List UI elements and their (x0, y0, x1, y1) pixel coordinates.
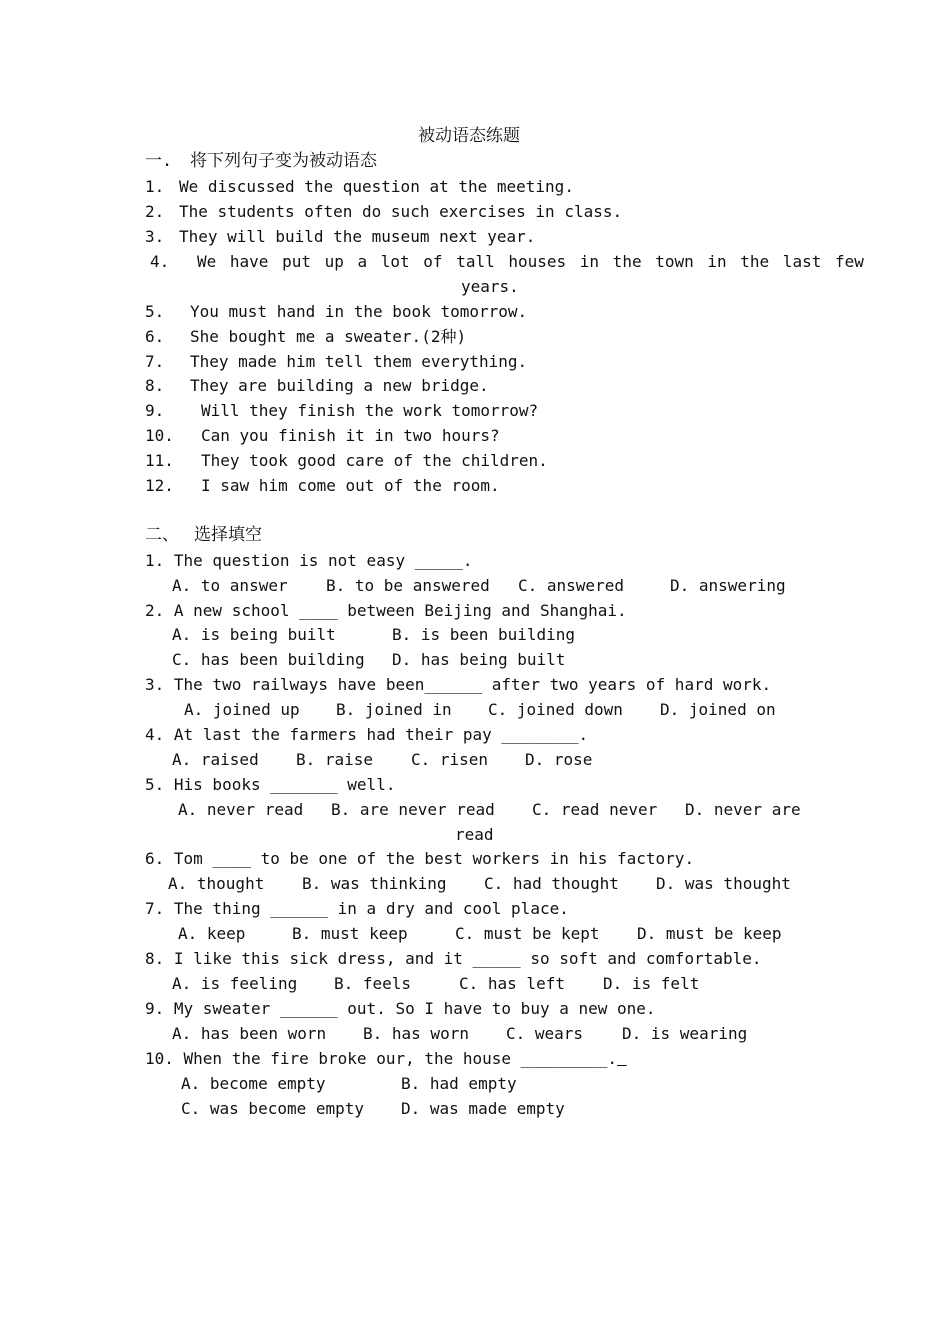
question-text: 7. The thing ______ in a dry and cool place. (145, 899, 569, 918)
option: B. feels (334, 974, 412, 993)
option: A. to answer (172, 576, 288, 595)
s1-item-num: 3. (145, 227, 165, 246)
option: C. has left (459, 974, 565, 993)
section2-heading: 选择填空 (194, 525, 262, 545)
s1-item-text: They took good care of the children. (201, 451, 548, 470)
question-text: 2. A new school ____ between Beijing and Shanghai. (145, 601, 627, 620)
option: D. rose (525, 750, 593, 769)
s1-item-text: We discussed the question at the meeting. (179, 177, 574, 196)
option-continuation: read (455, 825, 494, 844)
section2-number: 二、 (145, 525, 179, 545)
s1-item-num: 10. (145, 426, 174, 445)
option: D. is wearing (622, 1024, 748, 1043)
s1-item-text: They will build the museum next year. (179, 227, 536, 246)
s1-item-text: They made him tell them everything. (190, 352, 528, 371)
option: C. wears (506, 1024, 584, 1043)
option: B. has worn (363, 1024, 469, 1043)
s1-item-num: 1. (145, 177, 165, 196)
option: B. to be answered (326, 576, 490, 595)
s1-item-num: 12. (145, 476, 174, 495)
option: D. answering (670, 576, 786, 595)
option: D. has being built (392, 650, 566, 669)
option: B. raise (296, 750, 374, 769)
option: A. keep (178, 924, 246, 943)
s1-item-text: The students often do such exercises in class. (179, 202, 623, 221)
option: D. was made empty (401, 1099, 565, 1118)
option: A. thought (168, 874, 265, 893)
section1-number: 一. (145, 151, 173, 171)
option: C. had thought (484, 874, 619, 893)
s1-item-num: 8. (145, 376, 165, 395)
s1-item-num: 7. (145, 352, 165, 371)
s1-item-text: Will they finish the work tomorrow? (201, 401, 539, 420)
option: C. risen (411, 750, 489, 769)
option: C. joined down (488, 700, 623, 719)
s1-item-text: We have put up a lot of tall houses in the town in the last few (197, 252, 864, 271)
question-text: 9. My sweater ______ out. So I have to buy a new one. (145, 999, 656, 1018)
question-text: 8. I like this sick dress, and it _____ so soft and comfortable. (145, 949, 762, 968)
option: A. never read (178, 800, 304, 819)
question-text: 4. At last the farmers had their pay ________. (145, 725, 589, 744)
section1-heading: 将下列句子变为被动语态 (190, 151, 377, 171)
s1-item-num: 5. (145, 302, 165, 321)
s1-item-num: 6. (145, 327, 165, 346)
option: D. is felt (603, 974, 700, 993)
option: A. is feeling (172, 974, 298, 993)
question-text-main: 10. When the fire broke our, the house _________. (145, 1049, 618, 1068)
option: B. must keep (292, 924, 408, 943)
s1-item-text: She bought me a sweater.(2种) (190, 327, 467, 346)
s1-item-text: You must hand in the book tomorrow. (190, 302, 528, 321)
s1-item-continuation: years. (461, 277, 519, 296)
s1-item-num: 9. (145, 401, 165, 420)
option: C. was become empty (181, 1099, 365, 1118)
s1-item-num: 4. (150, 252, 170, 271)
question-text: 6. Tom ____ to be one of the best workers in his factory. (145, 849, 695, 868)
s1-item-text: They are building a new bridge. (190, 376, 489, 395)
option: D. was thought (656, 874, 791, 893)
option: B. had empty (401, 1074, 517, 1093)
option: C. read never (532, 800, 658, 819)
option: A. become empty (181, 1074, 326, 1093)
option: A. joined up (184, 700, 300, 719)
option: B. are never read (331, 800, 495, 819)
question-text: 5. His books _______ well. (145, 775, 396, 794)
document-title: 被动语态练题 (418, 126, 520, 146)
option: D. must be keep (637, 924, 782, 943)
s1-item-text: I saw him come out of the room. (201, 476, 500, 495)
s1-item-num: 11. (145, 451, 174, 470)
question-text: 3. The two railways have been______ after two years of hard work. (145, 675, 772, 694)
option: D. joined on (660, 700, 776, 719)
option: B. is been building (392, 625, 576, 644)
option: C. must be kept (455, 924, 600, 943)
option: C. has been building (172, 650, 365, 669)
s1-item-num: 2. (145, 202, 165, 221)
question-blank-tail (617, 1049, 627, 1068)
option: C. answered (518, 576, 624, 595)
question-text (145, 1047, 627, 1071)
option: D. never are (685, 800, 801, 819)
question-text: 1. The question is not easy _____. (145, 551, 473, 570)
option: B. was thinking (302, 874, 447, 893)
option: A. has been worn (172, 1024, 327, 1043)
option: A. raised (172, 750, 259, 769)
s1-item-text: Can you finish it in two hours? (201, 426, 500, 445)
option: B. joined in (336, 700, 452, 719)
option: A. is being built (172, 625, 336, 644)
